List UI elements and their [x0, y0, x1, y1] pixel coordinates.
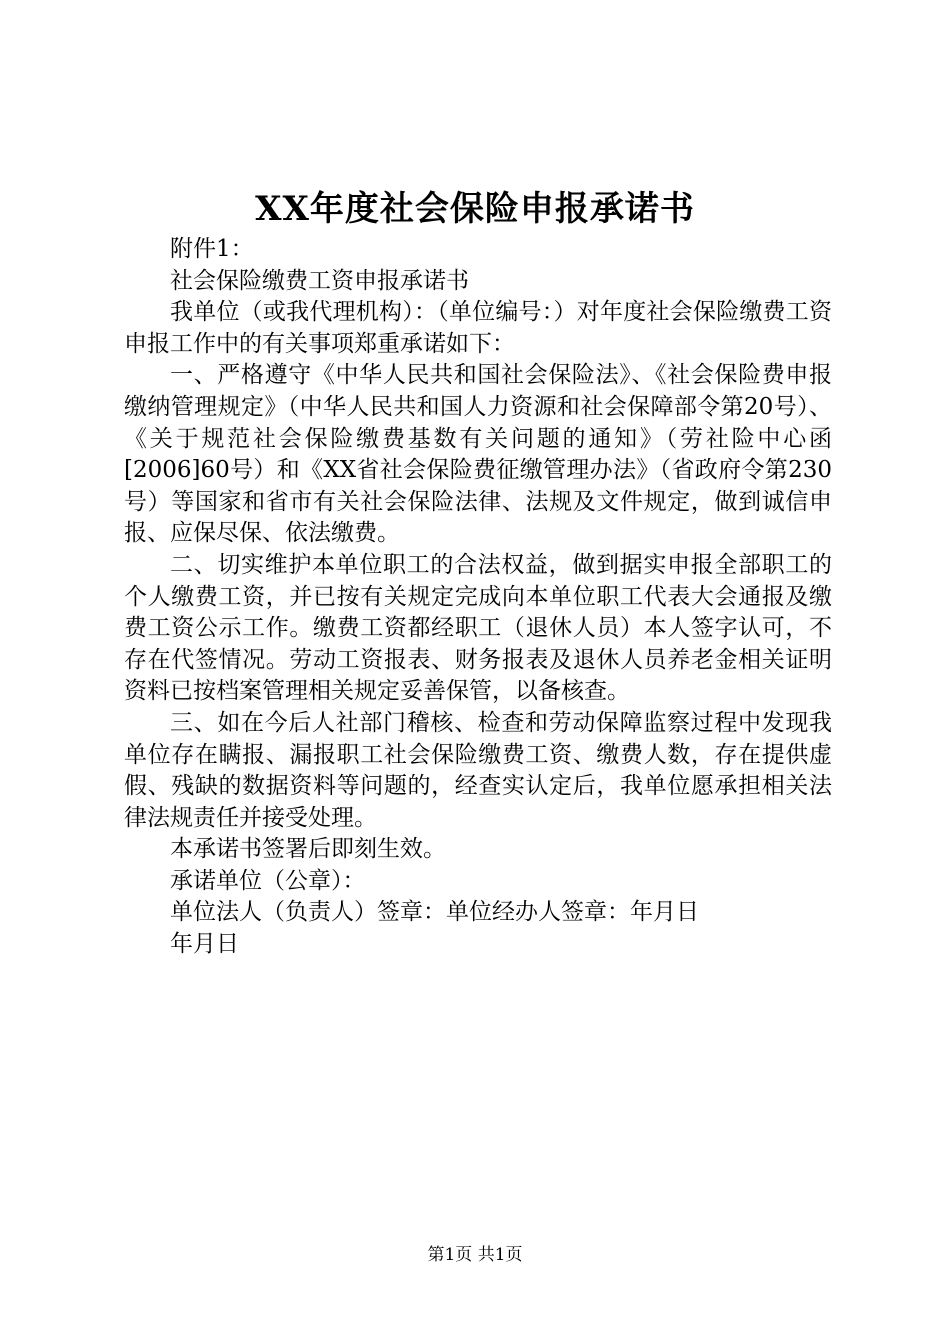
clause-one: 一、严格遵守《中华人民共和国社会保险法》、《社会保险费申报缴纳管理规定》（中华人民共和国人力资源和社会保障部令第20号）、《关于规范社会保险缴费基数有关问题的通知》（劳社险中心函[2006]60号）和《XX省社会保险费征缴管理办法》（省政府令第230号）等国家和省市有关社会保险法律、法规及文件规定，做到诚信申报、应保尽保、依法缴费。 [124, 362, 832, 547]
signature-line: 单位法人（负责人）签章：单位经办人签章：年月日 [170, 899, 699, 926]
attachment-label: 附件1： [170, 236, 254, 262]
subtitle: 社会保险缴费工资申报承诺书 [170, 267, 469, 294]
document-body [124, 234, 832, 961]
page-footer: 第1页 共1页 [427, 1245, 523, 1265]
date-line: 年月日 [170, 931, 239, 958]
committing-unit-line: 承诺单位（公章）： [170, 867, 366, 894]
clause-three: 三、如在今后人社部门稽核、检查和劳动保障监察过程中发现我单位存在瞒报、漏报职工社会保险缴费工资、缴费人数，存在提供虚假、残缺的数据资料等问题的，经查实认定后，我单位愿承担相关法律法规责任并接受处理。 [124, 709, 832, 831]
clause-two: 二、切实维护本单位职工的合法权益，做到据实申报全部职工的个人缴费工资，并已按有关规定完成向本单位职工代表大会通报及缴费工资公示工作。缴费工资都经职工（退休人员）本人签字认可，不存在代签情况。劳动工资报表、财务报表及退休人员养老金相关证明资料已按档案管理相关规定妥善保管，以备核查。 [124, 551, 832, 705]
document-title: XX年度社会保险申报承诺书 [255, 189, 695, 229]
effective-statement: 本承诺书签署后即刻生效。 [170, 836, 446, 863]
intro-paragraph: 我单位（或我代理机构）：（单位编号：）对年度社会保险缴费工资申报工作中的有关事项郑重承诺如下： [124, 299, 832, 357]
